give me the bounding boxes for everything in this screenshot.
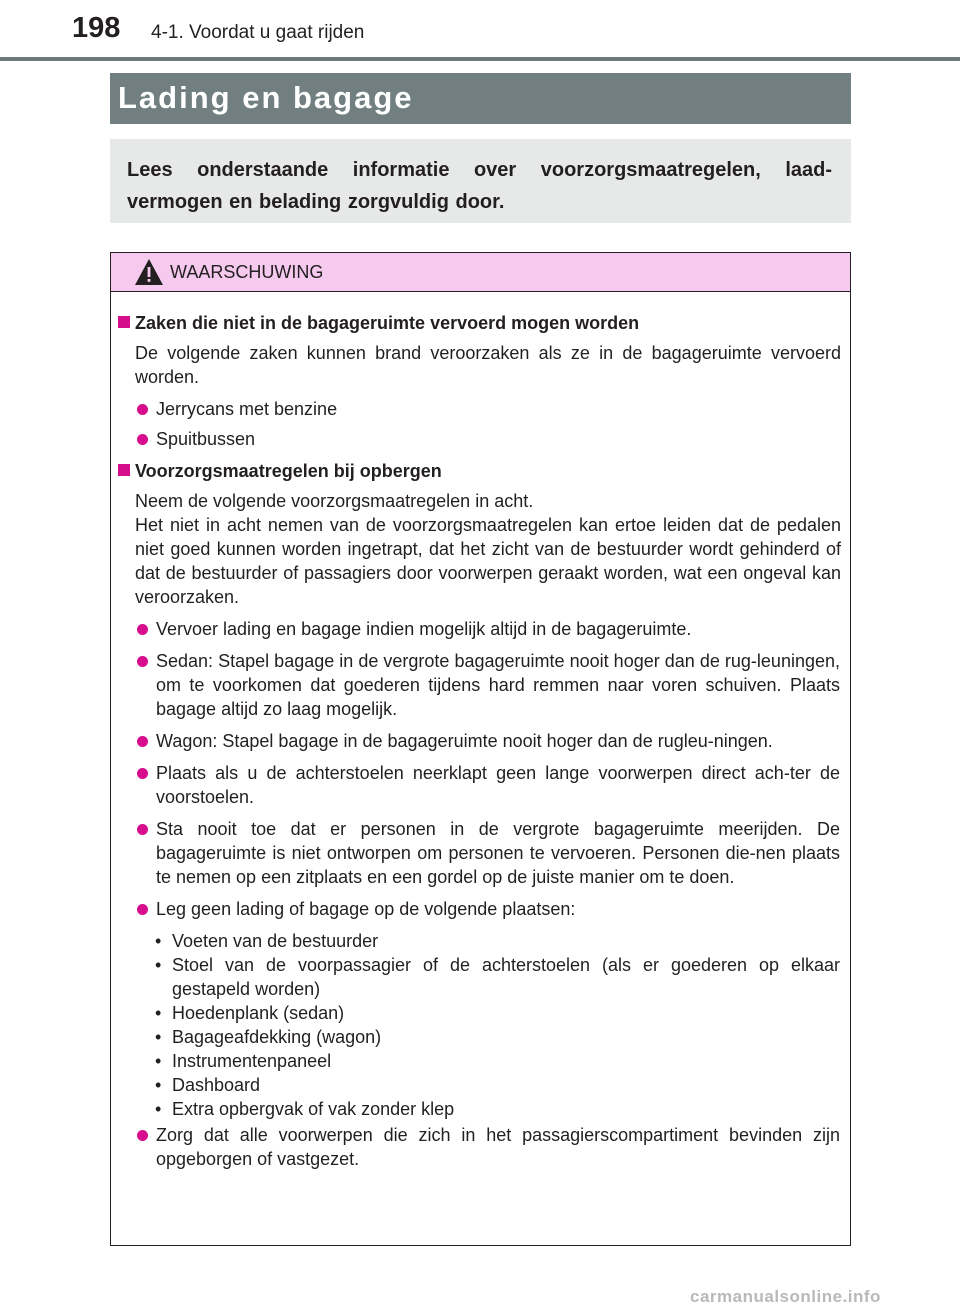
round-bullet-icon (137, 624, 148, 635)
warning-header (111, 253, 850, 292)
round-bullet-icon (137, 1130, 148, 1141)
list-item: Plaats als u de achterstoelen neerklapt geen lange voorwerpen direct ach-ter de voorstoelen. (111, 761, 840, 809)
page-title: Lading en bagage (118, 80, 414, 115)
place-item: • Instrumentenpaneel (155, 1051, 332, 1071)
title-bar (110, 73, 851, 124)
list-item: Wagon: Stapel bagage in de bagageruimte nooit hoger dan de rugleu-ningen. (111, 729, 840, 753)
place-item: • Voeten van de bestuurder (155, 931, 379, 951)
places-list (111, 929, 850, 1121)
list-item: Sta nooit toe dat er personen in de vergrote bagageruimte meerijden. De bagageruimte is niet ontworpen om personen te vervoeren. Personen die-nen plaats te nemen op een zitplaats en een gordel op de juiste manier om te doen. (111, 817, 840, 889)
header-divider (0, 57, 960, 61)
place-item: • Bagageafdekking (wagon) (155, 1027, 382, 1047)
round-bullet-icon (137, 656, 148, 667)
list-item: Vervoer lading en bagage indien mogelijk altijd in de bagageruimte. (111, 617, 840, 641)
place-item: • Dashboard (155, 1075, 261, 1095)
place-item: • Stoel van de voorpassagier of de achterstoelen (als er goederen op elkaar gestapeld worden) (155, 955, 840, 999)
round-bullet-icon (137, 736, 148, 747)
page-number: 198 (72, 12, 121, 44)
warning-triangle-icon (134, 258, 164, 286)
section2-text2: Het niet in acht nemen van de voorzorgsmaatregelen kan ertoe leiden dat de pedalen niet goed kunnen worden ingetrapt, dat het zicht van de bestuurder wordt gehinderd of dat de bestuurder of passagiers door voorwerpen geraakt worden, wat een ongeval kan veroorzaken. (135, 515, 841, 607)
square-bullet-icon (118, 464, 130, 476)
round-bullet-icon (137, 404, 148, 415)
list-item: Leg geen lading of bagage op de volgende plaatsen: (111, 897, 840, 921)
list-item: Sedan: Stapel bagage in de vergrote bagageruimte nooit hoger dan de rug-leuningen, om te voorkomen dat goederen tijdens hard remmen naar voren schuiven. Plaats bagage altijd zo laag mogelijk. (111, 649, 840, 721)
warning-box (110, 252, 851, 1246)
watermark: carmanualsonline.info (690, 1287, 881, 1306)
round-bullet-icon (137, 824, 148, 835)
round-bullet-icon (137, 434, 148, 445)
section2-text1: Neem de volgende voorzorgsmaatregelen in acht. (135, 491, 534, 511)
section-heading-storage: Voorzorgsmaatregelen bij opbergen (111, 459, 850, 483)
warning-body (111, 311, 850, 1171)
list-item: Jerrycans met benzine (111, 397, 840, 421)
section-heading-items: Zaken die niet in de bagageruimte vervoerd mogen worden (111, 311, 850, 335)
section1-text: De volgende zaken kunnen brand veroorzaken als ze in de bagageruimte vervoerd worden. (135, 343, 841, 387)
section-heading: 4-1. Voordat u gaat rijden (151, 22, 365, 43)
round-bullet-icon (137, 768, 148, 779)
intro-text: Lees onderstaande informatie over voorzorgsmaatregelen, laad-vermogen en belading zorgvuldig door. (127, 159, 832, 213)
warning-label: WAARSCHUWING (170, 262, 324, 282)
square-bullet-icon (118, 316, 130, 328)
round-bullet-icon (137, 904, 148, 915)
list-item: Zorg dat alle voorwerpen die zich in het passagierscompartiment bevinden zijn opgeborgen of vastgezet. (111, 1123, 840, 1171)
place-item: • Hoedenplank (sedan) (155, 1003, 345, 1023)
place-item: • Extra opbergvak of vak zonder klep (155, 1099, 455, 1119)
list-item: Spuitbussen (111, 427, 840, 451)
intro-box (110, 139, 851, 223)
